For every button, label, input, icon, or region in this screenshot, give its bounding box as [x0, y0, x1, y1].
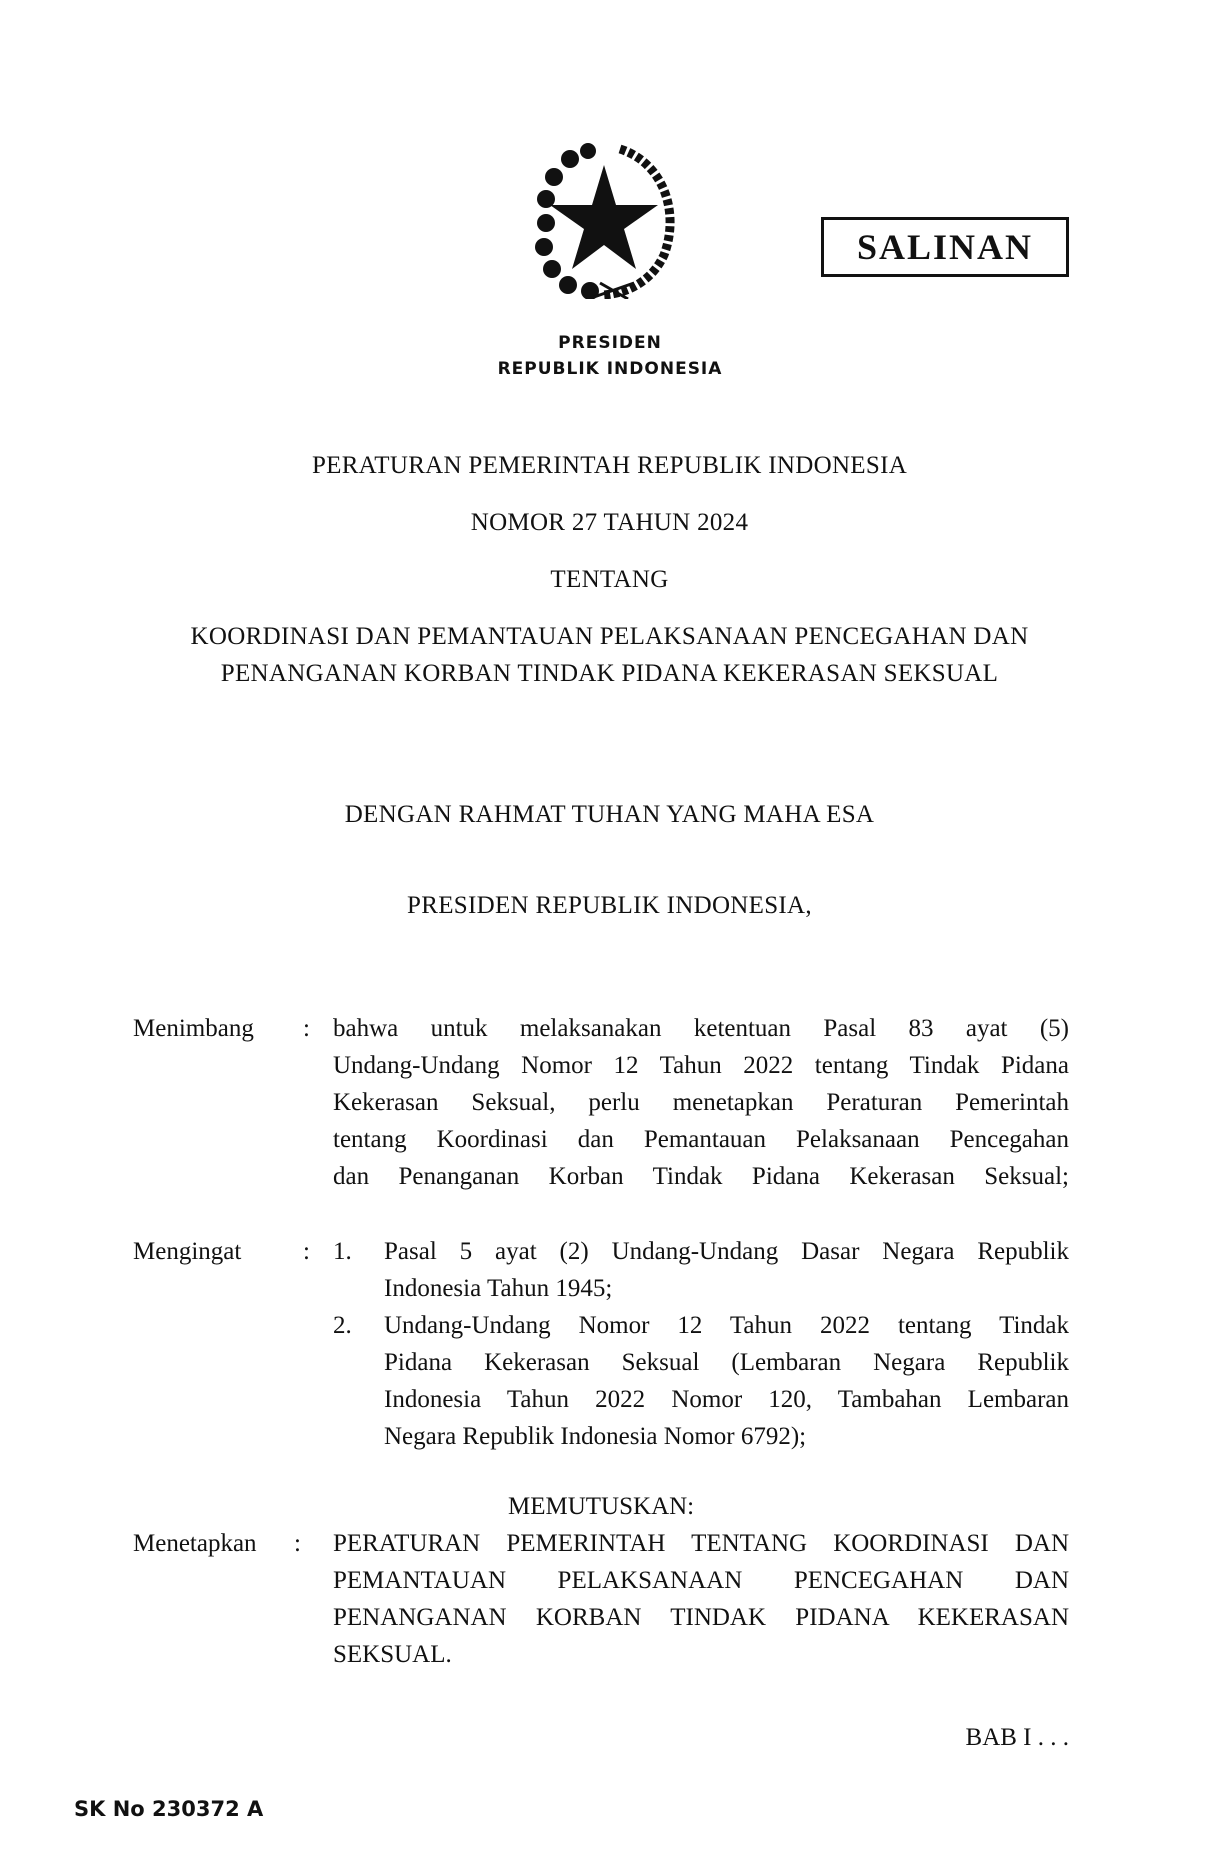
mengingat-line: Pasal 5 ayat (2) Undang-Undang Dasar Negara Republik	[384, 1238, 1069, 1265]
mengingat-item-number: 2.	[333, 1312, 352, 1339]
mengingat-line: Undang-Undang Nomor 12 Tahun 2022 tentang Tindak	[384, 1312, 1069, 1339]
menimbang-line: dan Penanganan Korban Tindak Pidana Kekerasan Seksual;	[333, 1163, 1069, 1190]
mengingat-line: Indonesia Tahun 1945;	[384, 1275, 613, 1302]
issuer-line-1: PRESIDEN	[558, 333, 662, 353]
mengingat-line: Pidana Kekerasan Seksual (Lembaran Negara Republik	[384, 1349, 1069, 1376]
mengingat-item-1	[384, 1233, 1069, 1307]
menimbang-line: tentang Koordinasi dan Pemantauan Pelaksanaan Pencegahan	[333, 1126, 1069, 1153]
menetapkan-text	[333, 1525, 1069, 1673]
presidential-emblem-icon	[524, 143, 680, 299]
regulation-tentang: TENTANG	[550, 566, 669, 593]
mengingat-colon: :	[303, 1238, 310, 1265]
menimbang-colon: :	[303, 1015, 310, 1042]
menetapkan-line: SEKSUAL.	[333, 1641, 452, 1668]
menetapkan-label: Menetapkan	[133, 1530, 257, 1557]
issuer-line-2: REPUBLIK INDONESIA	[497, 359, 723, 379]
menetapkan-line: PEMANTAUAN PELAKSANAAN PENCEGAHAN DAN	[333, 1567, 1069, 1594]
authority: PRESIDEN REPUBLIK INDONESIA,	[407, 892, 812, 919]
mengingat-line: Indonesia Tahun 2022 Nomor 120, Tambahan Lembaran	[384, 1386, 1069, 1413]
menimbang-line: Kekerasan Seksual, perlu menetapkan Peraturan Pemerintah	[333, 1089, 1069, 1116]
salinan-stamp: SALINAN	[821, 217, 1069, 277]
next-page-indicator: BAB I . . .	[965, 1724, 1069, 1751]
menimbang-line: Undang-Undang Nomor 12 Tahun 2022 tentang Tindak Pidana	[333, 1052, 1069, 1079]
mengingat-label: Mengingat	[133, 1238, 242, 1265]
menetapkan-line: PENANGANAN KORBAN TINDAK PIDANA KEKERASAN	[333, 1604, 1069, 1631]
memutuskan-heading: MEMUTUSKAN:	[508, 1493, 695, 1520]
mengingat-item-2	[384, 1307, 1069, 1455]
invocation: DENGAN RAHMAT TUHAN YANG MAHA ESA	[344, 801, 875, 828]
menimbang-line: bahwa untuk melaksanakan ketentuan Pasal 83 ayat (5)	[333, 1015, 1069, 1042]
regulation-subject-line-2: PENANGANAN KORBAN TINDAK PIDANA KEKERASAN SEKSUAL	[220, 660, 999, 687]
sk-number: SK No 230372 A	[74, 1797, 264, 1821]
regulation-subject-line-1: KOORDINASI DAN PEMANTAUAN PELAKSANAAN PENCEGAHAN DAN	[190, 623, 1029, 650]
mengingat-line: Negara Republik Indonesia Nomor 6792);	[384, 1423, 807, 1450]
menetapkan-line: PERATURAN PEMERINTAH TENTANG KOORDINASI DAN	[333, 1530, 1069, 1557]
menimbang-label: Menimbang	[133, 1015, 254, 1042]
mengingat-item-number: 1.	[333, 1238, 352, 1265]
regulation-number: NOMOR 27 TAHUN 2024	[470, 509, 749, 536]
regulation-title: PERATURAN PEMERINTAH REPUBLIK INDONESIA	[311, 452, 908, 479]
menimbang-text	[333, 1010, 1069, 1195]
menetapkan-colon: :	[294, 1530, 301, 1557]
